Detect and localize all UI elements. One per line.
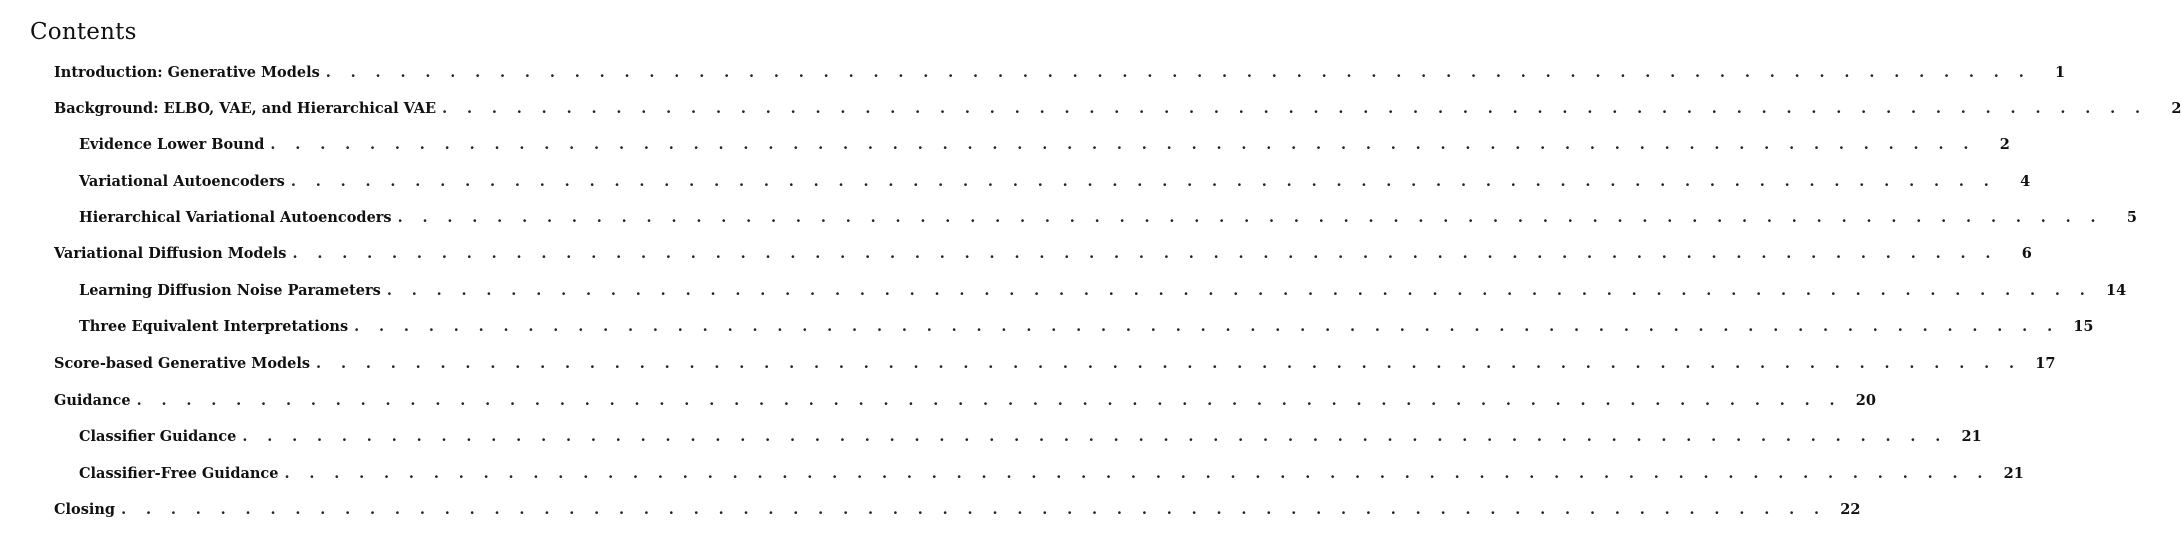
toc-entry-title: Score-based Generative Models <box>54 355 311 372</box>
toc-dot-leader: . . . . . . . . . . . . . . . . . . . . . . . . . . . . . . . . . . . . . . . . . . . . . . . . . . . . . . . . . . . . . . . . . . . . . <box>316 355 2022 372</box>
toc-entry[interactable] <box>79 280 2127 302</box>
toc-entry[interactable] <box>54 390 1876 412</box>
toc-entry[interactable] <box>54 499 1861 521</box>
toc-dot-leader: . . . . . . . . . . . . . . . . . . . . . . . . . . . . . . . . . . . . . . . . . . . . . . . . . . . . . . . . . . . . . . . . . . . . . <box>136 392 1842 409</box>
toc-entry-title: Hierarchical Variational Autoencoders <box>79 209 392 226</box>
toc-entry-title: Variational Autoencoders <box>79 173 285 190</box>
toc-entry-page: 17 <box>2035 355 2056 372</box>
toc-entry-page: 5 <box>2126 209 2137 226</box>
toc-entry-title: Background: ELBO, VAE, and Hierarchical VAE <box>54 100 437 117</box>
toc-entry-title: Evidence Lower Bound <box>79 136 265 153</box>
toc-entry-page: 21 <box>2003 465 2024 482</box>
toc-entry-title: Closing <box>54 501 116 518</box>
toc-entry-title: Variational Diffusion Models <box>54 245 287 262</box>
toc-dot-leader: . . . . . . . . . . . . . . . . . . . . . . . . . . . . . . . . . . . . . . . . . . . . . . . . . . . . . . . . . . . . . . . . . . . . . <box>242 428 1948 445</box>
toc-entry-title: Introduction: Generative Models <box>54 64 320 81</box>
toc-entry-page: 21 <box>1961 428 1982 445</box>
toc-entry-page: 15 <box>2073 318 2094 335</box>
toc-entry-title: Learning Diffusion Noise Parameters <box>79 282 381 299</box>
toc-dot-leader: . . . . . . . . . . . . . . . . . . . . . . . . . . . . . . . . . . . . . . . . . . . . . . . . . . . . . . . . . . . . . . . . . . . . . <box>386 282 2093 299</box>
toc-dot-leader: . . . . . . . . . . . . . . . . . . . . . . . . . . . . . . . . . . . . . . . . . . . . . . . . . . . . . . . . . . . . . . . . . . . . . <box>121 501 1827 518</box>
toc-entry-page: 2 <box>2171 100 2181 117</box>
toc-entry-page: 2 <box>1999 136 2010 153</box>
toc-dot-leader: . . . . . . . . . . . . . . . . . . . . . . . . . . . . . . . . . . . . . . . . . . . . . . . . . . . . . . . . . . . . . . . . . . . . . <box>284 465 1990 482</box>
toc-entry[interactable] <box>79 316 2094 338</box>
toc-entry-page: 22 <box>1840 501 1861 518</box>
toc-entry[interactable] <box>54 243 2032 265</box>
toc-entry-page: 4 <box>2020 173 2031 190</box>
toc-entry[interactable] <box>79 207 2137 229</box>
toc-dot-leader: . . . . . . . . . . . . . . . . . . . . . . . . . . . . . . . . . . . . . . . . . . . . . . . . . . . . . . . . . . . . . . . . . . . . . <box>442 100 2148 117</box>
toc-entry-title: Classifier-Free Guidance <box>79 465 279 482</box>
toc-dot-leader: . . . . . . . . . . . . . . . . . . . . . . . . . . . . . . . . . . . . . . . . . . . . . . . . . . . . . . . . . . . . . . . . . . . . . <box>354 318 2060 335</box>
toc-entry-title: Three Equivalent Interpretations <box>79 318 349 335</box>
toc-dot-leader: . . . . . . . . . . . . . . . . . . . . . . . . . . . . . . . . . . . . . . . . . . . . . . . . . . . . . . . . . . . . . . . . . . . . . <box>292 245 1998 262</box>
toc-entry[interactable] <box>54 98 2181 120</box>
toc-dot-leader: . . . . . . . . . . . . . . . . . . . . . . . . . . . . . . . . . . . . . . . . . . . . . . . . . . . . . . . . . . . . . . . . . . . . . <box>325 64 2032 81</box>
toc-entry[interactable] <box>79 171 2031 193</box>
toc-dot-leader: . . . . . . . . . . . . . . . . . . . . . . . . . . . . . . . . . . . . . . . . . . . . . . . . . . . . . . . . . . . . . . . . . . . . . <box>270 136 1976 153</box>
toc-dot-leader: . . . . . . . . . . . . . . . . . . . . . . . . . . . . . . . . . . . . . . . . . . . . . . . . . . . . . . . . . . . . . . . . . . . . . <box>397 209 2103 226</box>
toc-entry[interactable] <box>79 134 2010 156</box>
toc-entry[interactable] <box>54 62 2066 84</box>
toc-entry-title: Guidance <box>54 392 131 409</box>
toc-entry-page: 20 <box>1855 392 1876 409</box>
toc-entry-page: 1 <box>2055 64 2066 81</box>
toc-entry[interactable] <box>54 353 2056 375</box>
contents-heading: Contents <box>30 19 137 45</box>
toc-entry[interactable] <box>79 463 2024 485</box>
toc-entry[interactable] <box>79 426 1982 448</box>
toc-entry-page: 6 <box>2021 245 2032 262</box>
toc-dot-leader: . . . . . . . . . . . . . . . . . . . . . . . . . . . . . . . . . . . . . . . . . . . . . . . . . . . . . . . . . . . . . . . . . . . . . <box>290 173 1997 190</box>
toc-entry-page: 14 <box>2106 282 2127 299</box>
toc-entry-title: Classifier Guidance <box>79 428 237 445</box>
